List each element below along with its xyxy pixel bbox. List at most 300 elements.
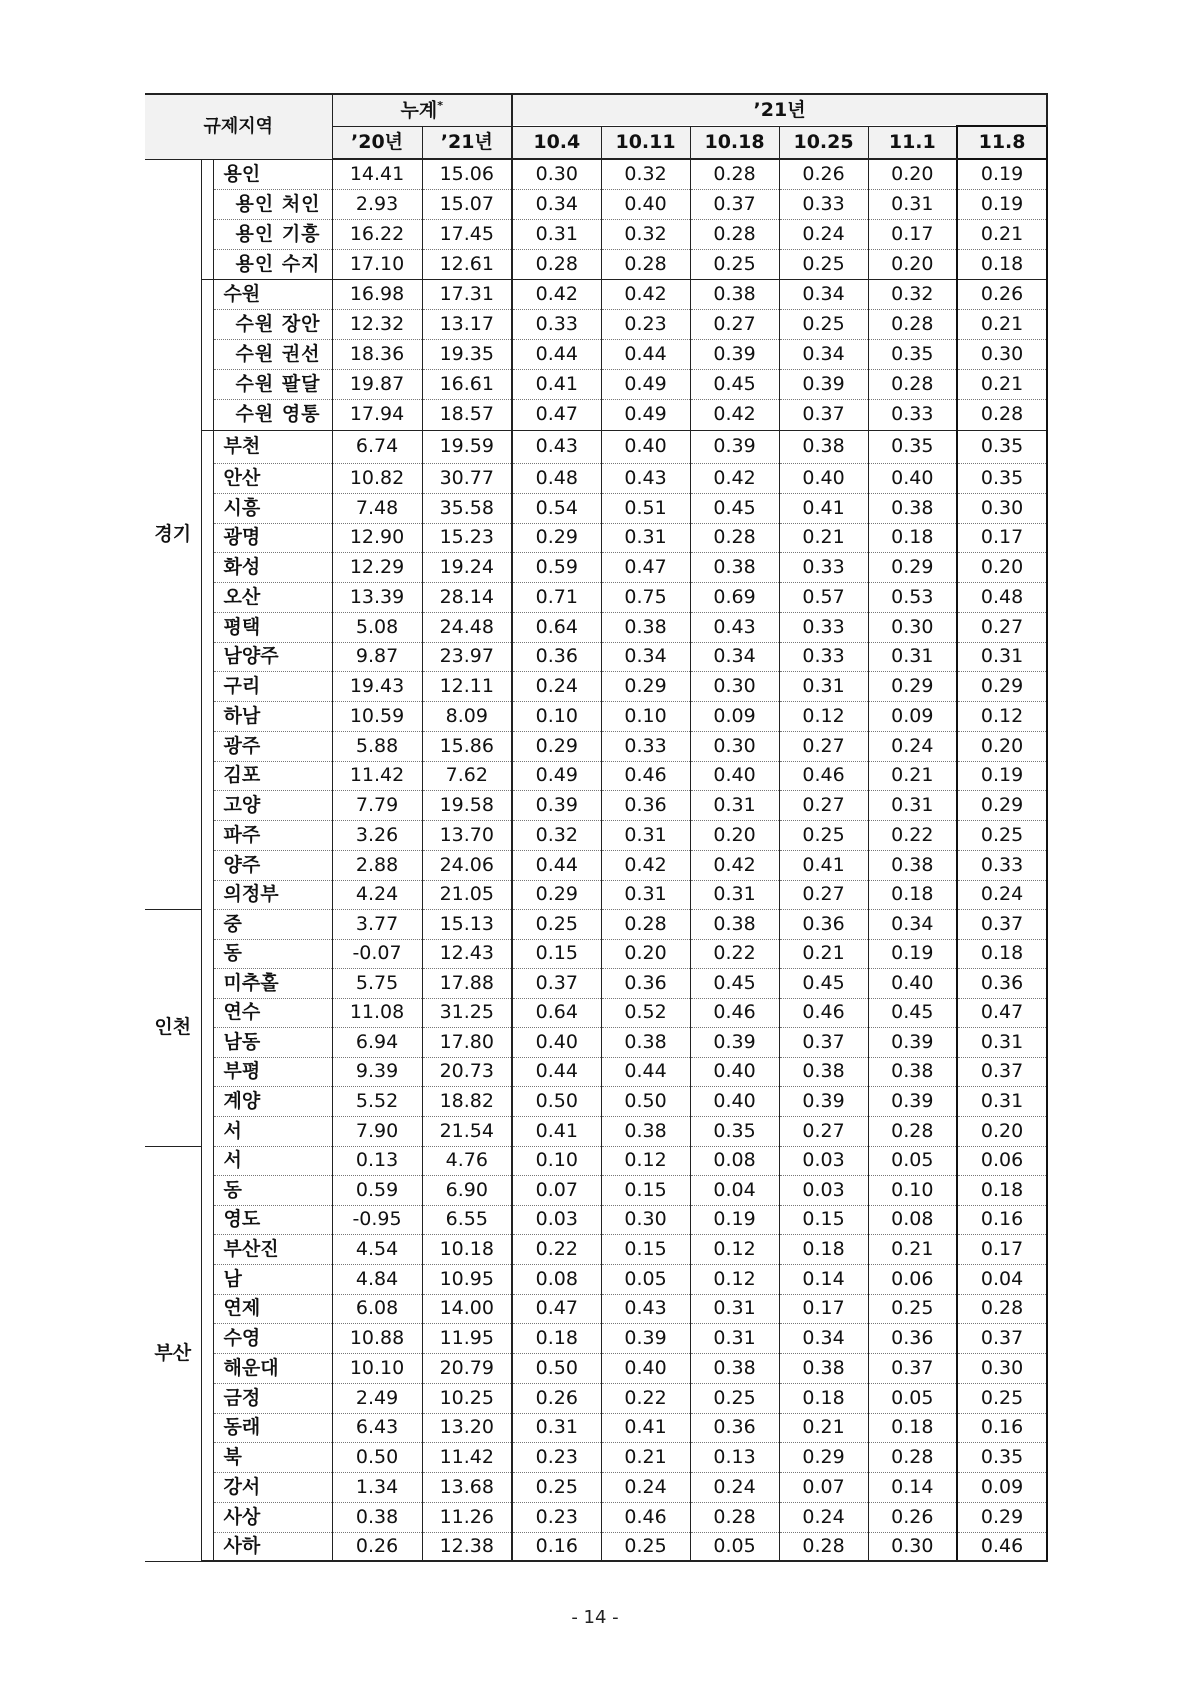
indent-cell	[201, 998, 213, 1027]
weekly-value: 0.46	[957, 1532, 1047, 1561]
cumulative-value: 13.70	[422, 820, 512, 850]
weekly-value: 0.13	[690, 1442, 779, 1472]
weekly-value: 0.71	[512, 582, 601, 612]
cumulative-value: 10.82	[332, 463, 422, 493]
weekly-value: 0.31	[957, 1027, 1047, 1057]
weekly-value: 0.03	[512, 1205, 601, 1234]
weekly-value: 0.18	[868, 523, 957, 552]
weekly-value: 0.25	[957, 1383, 1047, 1413]
weekly-value: 0.27	[690, 309, 779, 339]
weekly-value: 0.48	[512, 463, 601, 493]
cumulative-value: 12.11	[422, 671, 512, 701]
cumulative-value: 6.90	[422, 1175, 512, 1205]
table-row	[145, 1175, 1047, 1205]
weekly-value: 0.40	[868, 463, 957, 493]
indent-cell	[201, 1146, 213, 1175]
weekly-value: 0.33	[868, 399, 957, 430]
weekly-value: 0.28	[690, 159, 779, 189]
weekly-value: 0.46	[779, 761, 868, 790]
weekly-value: 0.25	[512, 1472, 601, 1502]
weekly-value: 0.40	[601, 430, 690, 463]
table-row	[145, 1057, 1047, 1086]
indent-cell	[201, 1472, 213, 1502]
weekly-value: 0.31	[779, 671, 868, 701]
weekly-value: 0.08	[512, 1264, 601, 1294]
table-row	[145, 1323, 1047, 1353]
weekly-value: 0.37	[957, 1323, 1047, 1353]
cumulative-value: 4.24	[332, 880, 422, 909]
indent-cell	[201, 493, 213, 523]
cumulative-value: 13.39	[332, 582, 422, 612]
weekly-value: 0.31	[868, 790, 957, 820]
weekly-value: 0.33	[779, 642, 868, 671]
cumulative-value: 11.08	[332, 998, 422, 1027]
indent-cell	[201, 1027, 213, 1057]
table-body	[145, 159, 1047, 1561]
indent-cell	[201, 249, 213, 279]
district-name: 파주	[213, 820, 332, 850]
region-header: 규제지역	[145, 94, 332, 159]
weekly-value: 0.21	[957, 369, 1047, 399]
weekly-value: 0.41	[512, 369, 601, 399]
weekly-value: 0.25	[779, 820, 868, 850]
table-row	[145, 523, 1047, 552]
table-row	[145, 1205, 1047, 1234]
cumulative-value: 19.59	[422, 430, 512, 463]
weekly-value: 0.34	[868, 909, 957, 939]
weekly-value: 0.32	[512, 820, 601, 850]
weekly-value: 0.18	[779, 1383, 868, 1413]
weekly-value: 0.31	[601, 880, 690, 909]
weekly-value: 0.57	[779, 582, 868, 612]
table-row	[145, 761, 1047, 790]
district-name: 수원 장안	[213, 309, 332, 339]
weekly-value: 0.35	[957, 430, 1047, 463]
weekly-value: 0.12	[690, 1264, 779, 1294]
weekly-value: 0.42	[690, 463, 779, 493]
table-row	[145, 880, 1047, 909]
indent-cell	[201, 701, 213, 731]
weekly-value: 0.05	[868, 1146, 957, 1175]
cumulative-value: 4.54	[332, 1234, 422, 1264]
indent-cell	[201, 1502, 213, 1532]
district-name: 고양	[213, 790, 332, 820]
cumulative-value: 18.57	[422, 399, 512, 430]
table-row	[145, 1472, 1047, 1502]
table-row	[145, 249, 1047, 279]
table-row	[145, 968, 1047, 998]
cumulative-value: 14.00	[422, 1294, 512, 1323]
cumulative-value: 6.43	[332, 1413, 422, 1442]
table-row	[145, 701, 1047, 731]
weekly-value: 0.36	[868, 1323, 957, 1353]
weekly-value: 0.38	[601, 1027, 690, 1057]
cumulative-value: 11.42	[332, 761, 422, 790]
year-header-2021: ’21년	[422, 126, 512, 159]
weekly-value: 0.31	[601, 523, 690, 552]
cumulative-value: 4.76	[422, 1146, 512, 1175]
weekly-value: 0.10	[868, 1175, 957, 1205]
weekly-value: 0.37	[779, 1027, 868, 1057]
weekly-value: 0.29	[957, 790, 1047, 820]
weekly-value: 0.49	[601, 369, 690, 399]
indent-cell	[201, 159, 213, 189]
weekly-value: 0.31	[690, 880, 779, 909]
cumulative-value: 9.87	[332, 642, 422, 671]
weekly-value: 0.06	[868, 1264, 957, 1294]
table-row	[145, 369, 1047, 399]
weekly-value: 0.15	[779, 1205, 868, 1234]
weekly-value: 0.19	[957, 159, 1047, 189]
district-name: 광주	[213, 731, 332, 761]
weekly-value: 0.29	[512, 731, 601, 761]
weekly-value: 0.20	[868, 249, 957, 279]
current-week-header: 11.8	[957, 126, 1047, 159]
weekly-value: 0.43	[512, 430, 601, 463]
weekly-value: 0.10	[601, 701, 690, 731]
weekly-value: 0.31	[690, 790, 779, 820]
table-row	[145, 671, 1047, 701]
weekly-value: 0.28	[690, 1502, 779, 1532]
weekly-value: 0.40	[512, 1027, 601, 1057]
cumulative-value: 19.58	[422, 790, 512, 820]
weekly-value: 0.38	[868, 1057, 957, 1086]
weekly-value: 0.45	[690, 968, 779, 998]
cumulative-value: 17.88	[422, 968, 512, 998]
weekly-value: 0.40	[601, 1353, 690, 1383]
indent-cell	[201, 463, 213, 493]
district-name: 부평	[213, 1057, 332, 1086]
week-header: 10.4	[512, 126, 601, 159]
weekly-value: 0.24	[868, 731, 957, 761]
weekly-value: 0.29	[868, 552, 957, 582]
weekly-value: 0.05	[868, 1383, 957, 1413]
weekly-value: 0.44	[601, 339, 690, 369]
indent-cell	[201, 612, 213, 642]
table-row	[145, 552, 1047, 582]
weekly-value: 0.35	[957, 463, 1047, 493]
weekly-value: 0.31	[512, 219, 601, 249]
cumulative-value: 18.36	[332, 339, 422, 369]
weekly-value: 0.21	[779, 1413, 868, 1442]
cumulative-value: 12.32	[332, 309, 422, 339]
weekly-value: 0.49	[512, 761, 601, 790]
district-name: 남양주	[213, 642, 332, 671]
cumulative-value: 30.77	[422, 463, 512, 493]
weekly-value: 0.25	[690, 249, 779, 279]
district-name: 연제	[213, 1294, 332, 1323]
cumulative-value: 2.93	[332, 189, 422, 219]
weekly-value: 0.14	[868, 1472, 957, 1502]
weekly-value: 0.64	[512, 998, 601, 1027]
table-row	[145, 493, 1047, 523]
cumulative-value: 9.39	[332, 1057, 422, 1086]
cumulative-value: 6.94	[332, 1027, 422, 1057]
district-name: 김포	[213, 761, 332, 790]
cumulative-value: -0.07	[332, 939, 422, 968]
table-row	[145, 463, 1047, 493]
weekly-value: 0.28	[690, 219, 779, 249]
indent-cell	[201, 642, 213, 671]
weekly-value: 0.24	[601, 1472, 690, 1502]
weekly-value: 0.36	[690, 1413, 779, 1442]
weekly-value: 0.25	[690, 1383, 779, 1413]
weekly-value: 0.25	[957, 820, 1047, 850]
weekly-value: 0.41	[601, 1413, 690, 1442]
table-row	[145, 1264, 1047, 1294]
weekly-value: 0.24	[957, 880, 1047, 909]
table-row	[145, 399, 1047, 430]
cumulative-value: 12.90	[332, 523, 422, 552]
weekly-value: 0.25	[601, 1532, 690, 1561]
cumulative-value: 7.62	[422, 761, 512, 790]
indent-cell	[201, 1323, 213, 1353]
district-name: 중	[213, 909, 332, 939]
indent-cell	[201, 279, 213, 309]
indent-cell	[201, 1383, 213, 1413]
indent-cell	[201, 790, 213, 820]
weekly-value: 0.30	[957, 493, 1047, 523]
table-row	[145, 1116, 1047, 1146]
weekly-value: 0.38	[868, 493, 957, 523]
cumulative-value: 35.58	[422, 493, 512, 523]
weekly-value: 0.07	[779, 1472, 868, 1502]
region-name: 경기	[145, 159, 201, 909]
table-header	[145, 94, 1047, 159]
cumulative-label: 누계	[400, 99, 438, 122]
weekly-value: 0.34	[512, 189, 601, 219]
cumulative-value: 0.26	[332, 1532, 422, 1561]
weekly-value: 0.39	[690, 430, 779, 463]
cumulative-value: 11.26	[422, 1502, 512, 1532]
weekly-value: 0.31	[512, 1413, 601, 1442]
weekly-value: 0.27	[779, 731, 868, 761]
district-name: 수원 영통	[213, 399, 332, 430]
weekly-value: 0.47	[957, 998, 1047, 1027]
cumulative-value: 3.26	[332, 820, 422, 850]
cumulative-value: 17.80	[422, 1027, 512, 1057]
cumulative-value: 23.97	[422, 642, 512, 671]
cumulative-value: 5.52	[332, 1086, 422, 1116]
weekly-value: 0.30	[868, 1532, 957, 1561]
table-row	[145, 189, 1047, 219]
indent-cell	[201, 189, 213, 219]
district-name: 동래	[213, 1413, 332, 1442]
weekly-value: 0.26	[779, 159, 868, 189]
weekly-value: 0.37	[957, 909, 1047, 939]
table-row	[145, 1383, 1047, 1413]
weekly-value: 0.30	[868, 612, 957, 642]
district-name: 금정	[213, 1383, 332, 1413]
weekly-value: 0.45	[690, 493, 779, 523]
weekly-value: 0.40	[690, 1086, 779, 1116]
table-row	[145, 612, 1047, 642]
cumulative-value: 17.31	[422, 279, 512, 309]
weekly-value: 0.43	[690, 612, 779, 642]
weekly-value: 0.37	[690, 189, 779, 219]
weekly-value: 0.34	[601, 642, 690, 671]
weekly-value: 0.22	[690, 939, 779, 968]
cumulative-value: 13.68	[422, 1472, 512, 1502]
weekly-value: 0.35	[690, 1116, 779, 1146]
weekly-value: 0.38	[779, 1057, 868, 1086]
cumulative-value: 19.35	[422, 339, 512, 369]
weekly-value: 0.42	[601, 279, 690, 309]
weekly-value: 0.21	[957, 219, 1047, 249]
weekly-value: 0.17	[779, 1294, 868, 1323]
weekly-value: 0.20	[957, 1116, 1047, 1146]
district-name: 하남	[213, 701, 332, 731]
weekly-value: 0.31	[868, 642, 957, 671]
weekly-value: 0.33	[957, 850, 1047, 880]
weekly-value: 0.15	[601, 1175, 690, 1205]
weekly-value: 0.42	[690, 850, 779, 880]
weekly-value: 0.38	[868, 850, 957, 880]
cumulative-value: 7.90	[332, 1116, 422, 1146]
weekly-value: 0.39	[868, 1086, 957, 1116]
table-row	[145, 1027, 1047, 1057]
weekly-value: 0.49	[601, 399, 690, 430]
weekly-value: 0.44	[512, 339, 601, 369]
weekly-value: 0.36	[601, 790, 690, 820]
cumulative-value: 6.55	[422, 1205, 512, 1234]
weekly-value: 0.19	[690, 1205, 779, 1234]
weekly-value: 0.35	[957, 1442, 1047, 1472]
cumulative-value: 19.87	[332, 369, 422, 399]
district-name: 수원 팔달	[213, 369, 332, 399]
weekly-value: 0.38	[690, 552, 779, 582]
region-name: 인천	[145, 909, 201, 1146]
weekly-value: 0.42	[601, 850, 690, 880]
district-name: 용인	[213, 159, 332, 189]
weekly-value: 0.33	[601, 731, 690, 761]
weekly-value: 0.15	[601, 1234, 690, 1264]
weekly-value: 0.21	[868, 1234, 957, 1264]
weekly-value: 0.29	[779, 1442, 868, 1472]
cumulative-value: 2.88	[332, 850, 422, 880]
weekly-value: 0.47	[601, 552, 690, 582]
weekly-value: 0.47	[512, 1294, 601, 1323]
table-row	[145, 939, 1047, 968]
weekly-value: 0.17	[957, 523, 1047, 552]
page-number: - 14 -	[571, 1607, 619, 1628]
region-name: 부산	[145, 1146, 201, 1561]
indent-cell	[201, 1264, 213, 1294]
weekly-value: 0.16	[957, 1205, 1047, 1234]
weekly-value: 0.44	[601, 1057, 690, 1086]
district-name: 미추홀	[213, 968, 332, 998]
cumulative-value: 10.18	[422, 1234, 512, 1264]
weekly-value: 0.12	[779, 701, 868, 731]
weekly-value: 0.42	[512, 279, 601, 309]
weekly-value: 0.23	[512, 1502, 601, 1532]
weekly-value: 0.50	[601, 1086, 690, 1116]
weekly-value: 0.09	[868, 701, 957, 731]
table-row	[145, 790, 1047, 820]
table-row	[145, 582, 1047, 612]
weekly-value: 0.27	[779, 790, 868, 820]
cumulative-value: 0.59	[332, 1175, 422, 1205]
weekly-value: 0.31	[690, 1323, 779, 1353]
cumulative-value: 5.88	[332, 731, 422, 761]
cumulative-mark: *	[437, 99, 444, 113]
district-name: 시흥	[213, 493, 332, 523]
weekly-value: 0.40	[868, 968, 957, 998]
cumulative-value: 15.07	[422, 189, 512, 219]
weekly-value: 0.07	[512, 1175, 601, 1205]
table-row	[145, 998, 1047, 1027]
weekly-value: 0.35	[868, 430, 957, 463]
weekly-value: 0.41	[779, 493, 868, 523]
cumulative-value: 13.17	[422, 309, 512, 339]
weekly-value: 0.21	[601, 1442, 690, 1472]
week-header: 10.18	[690, 126, 779, 159]
cumulative-value: 8.09	[422, 701, 512, 731]
district-name: 사상	[213, 1502, 332, 1532]
weekly-value: 0.42	[690, 399, 779, 430]
weekly-value: 0.24	[779, 1502, 868, 1532]
cumulative-value: 3.77	[332, 909, 422, 939]
weekly-value: 0.75	[601, 582, 690, 612]
weekly-value: 0.23	[512, 1442, 601, 1472]
weekly-value: 0.18	[957, 1175, 1047, 1205]
weekly-value: 0.39	[690, 339, 779, 369]
cumulative-value: 12.61	[422, 249, 512, 279]
weekly-value: 0.27	[957, 612, 1047, 642]
weekly-value: 0.21	[957, 309, 1047, 339]
cumulative-value: 12.43	[422, 939, 512, 968]
weekly-value: 0.25	[779, 309, 868, 339]
cumulative-value: 16.22	[332, 219, 422, 249]
cumulative-value: 4.84	[332, 1264, 422, 1294]
indent-cell	[201, 880, 213, 909]
weekly-value: 0.06	[957, 1146, 1047, 1175]
district-name: 안산	[213, 463, 332, 493]
indent-cell	[201, 369, 213, 399]
weekly-value: 0.09	[957, 1472, 1047, 1502]
weekly-value: 0.69	[690, 582, 779, 612]
weekly-value: 0.28	[868, 1442, 957, 1472]
weekly-value: 0.38	[690, 1353, 779, 1383]
cumulative-value: 10.10	[332, 1353, 422, 1383]
indent-cell	[201, 1086, 213, 1116]
weekly-value: 0.45	[779, 968, 868, 998]
cumulative-value: 19.24	[422, 552, 512, 582]
weekly-value: 0.59	[512, 552, 601, 582]
weekly-value: 0.34	[690, 642, 779, 671]
cumulative-value: 15.06	[422, 159, 512, 189]
weekly-value: 0.04	[957, 1264, 1047, 1294]
indent-cell	[201, 820, 213, 850]
weekly-value: 0.30	[601, 1205, 690, 1234]
cumulative-value: 1.34	[332, 1472, 422, 1502]
weekly-value: 0.18	[957, 939, 1047, 968]
cumulative-value: 10.88	[332, 1323, 422, 1353]
district-name: 계양	[213, 1086, 332, 1116]
weekly-value: 0.44	[512, 850, 601, 880]
weekly-value: 0.64	[512, 612, 601, 642]
cumulative-value: 6.74	[332, 430, 422, 463]
weekly-value: 0.12	[601, 1146, 690, 1175]
weekly-value: 0.17	[957, 1234, 1047, 1264]
weekly-value: 0.12	[690, 1234, 779, 1264]
weekly-value: 0.36	[512, 642, 601, 671]
indent-cell	[201, 850, 213, 880]
indent-cell	[201, 1294, 213, 1323]
indent-cell	[201, 1205, 213, 1234]
weekly-value: 0.28	[601, 909, 690, 939]
weekly-value: 0.25	[779, 249, 868, 279]
